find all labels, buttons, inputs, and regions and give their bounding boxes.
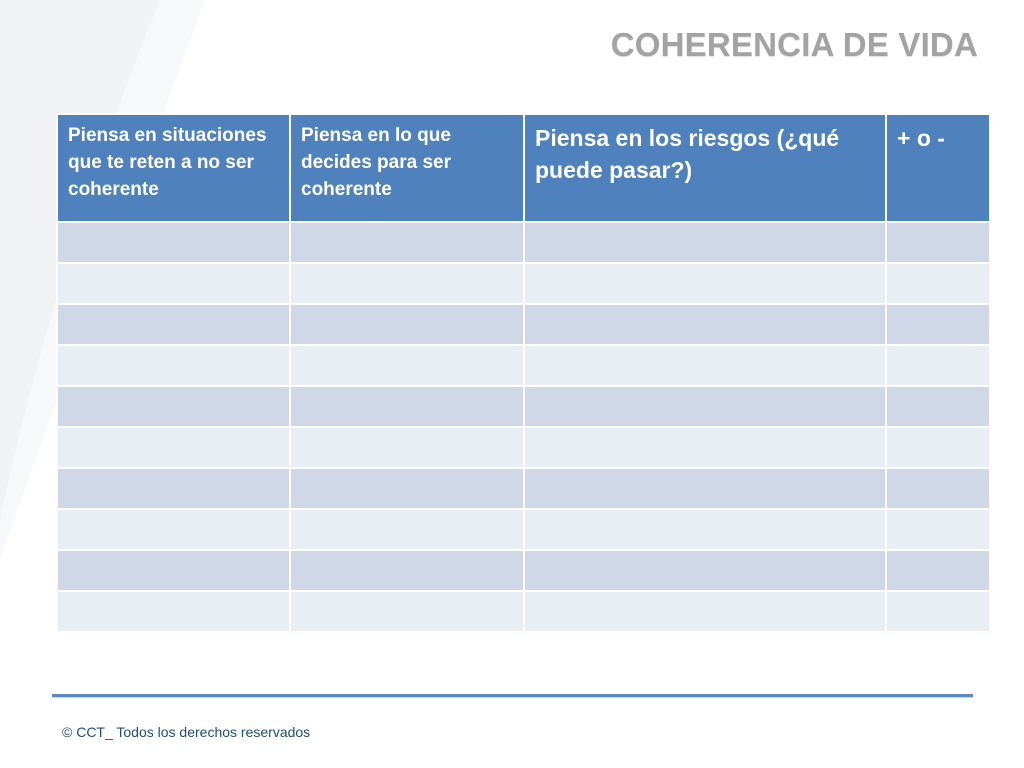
table-cell[interactable] <box>57 468 290 509</box>
table-cell[interactable] <box>57 263 290 304</box>
table-cell[interactable] <box>57 345 290 386</box>
table-cell[interactable] <box>524 304 886 345</box>
table-row <box>57 591 990 632</box>
table-cell[interactable] <box>524 550 886 591</box>
table-row <box>57 222 990 263</box>
table-cell[interactable] <box>290 345 524 386</box>
table-body <box>57 222 990 632</box>
table-cell[interactable] <box>57 427 290 468</box>
table-cell[interactable] <box>886 386 990 427</box>
table-cell[interactable] <box>57 386 290 427</box>
table-cell[interactable] <box>290 591 524 632</box>
table-cell[interactable] <box>57 222 290 263</box>
table-cell[interactable] <box>57 304 290 345</box>
footer-divider <box>52 694 973 697</box>
table-cell[interactable] <box>57 591 290 632</box>
table-cell[interactable] <box>524 509 886 550</box>
table-row <box>57 345 990 386</box>
table-cell[interactable] <box>886 427 990 468</box>
copyright-text: © CCT_ Todos los derechos reservados <box>62 724 311 740</box>
table-row <box>57 386 990 427</box>
coherence-table-container <box>56 113 989 633</box>
table-row <box>57 427 990 468</box>
table-cell[interactable] <box>57 550 290 591</box>
table-cell[interactable] <box>886 222 990 263</box>
table-cell[interactable] <box>290 427 524 468</box>
table-row <box>57 550 990 591</box>
table-cell[interactable] <box>290 468 524 509</box>
table-cell[interactable] <box>524 427 886 468</box>
table-cell[interactable] <box>290 386 524 427</box>
table-cell[interactable] <box>524 591 886 632</box>
table-cell[interactable] <box>886 591 990 632</box>
header-decisions: Piensa en lo que decides para ser coherente <box>290 114 524 222</box>
table-cell[interactable] <box>290 509 524 550</box>
table-cell[interactable] <box>886 509 990 550</box>
table-cell[interactable] <box>886 304 990 345</box>
table-cell[interactable] <box>290 263 524 304</box>
header-risks: Piensa en los riesgos (¿qué puede pasar?) <box>524 114 886 222</box>
table-cell[interactable] <box>290 304 524 345</box>
table-row <box>57 263 990 304</box>
table-cell[interactable] <box>524 222 886 263</box>
header-situations: Piensa en situaciones que te reten a no ser coherente <box>57 114 290 222</box>
table-row <box>57 509 990 550</box>
table-cell[interactable] <box>886 550 990 591</box>
table-cell[interactable] <box>290 222 524 263</box>
table-cell[interactable] <box>524 263 886 304</box>
table-cell[interactable] <box>290 550 524 591</box>
header-plus-minus: + o - <box>886 114 990 222</box>
table-cell[interactable] <box>886 345 990 386</box>
table-cell[interactable] <box>524 468 886 509</box>
table-cell[interactable] <box>886 468 990 509</box>
table-row <box>57 304 990 345</box>
table-cell[interactable] <box>886 263 990 304</box>
table-cell[interactable] <box>524 386 886 427</box>
slide-title: COHERENCIA DE VIDA <box>610 26 978 63</box>
table-cell[interactable] <box>57 509 290 550</box>
coherence-table <box>56 113 991 633</box>
table-header-row <box>57 114 990 222</box>
table-cell[interactable] <box>524 345 886 386</box>
table-row <box>57 468 990 509</box>
